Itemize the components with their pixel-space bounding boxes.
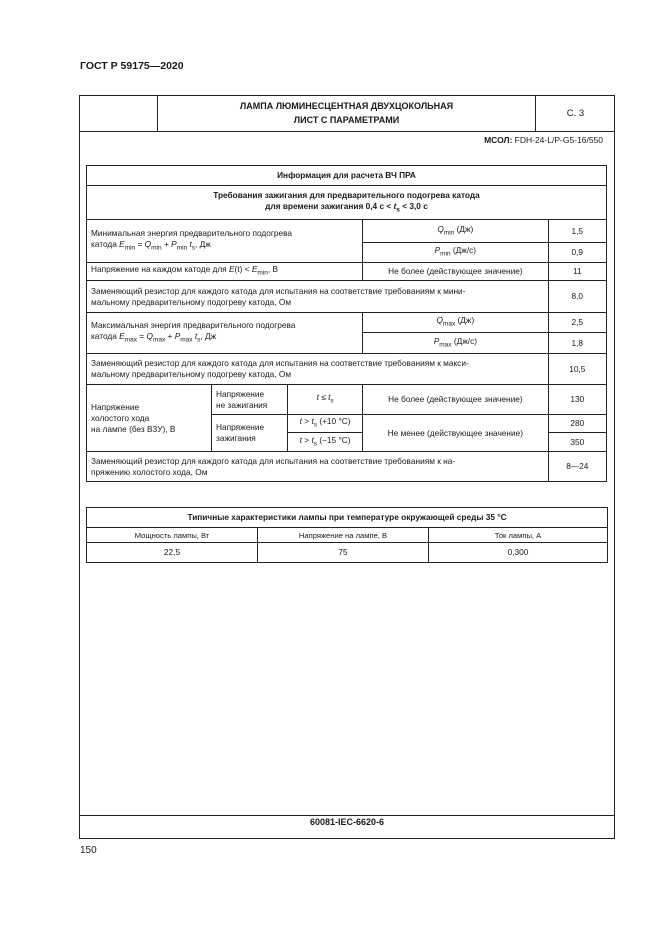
emin-unit: , Дж (195, 239, 211, 250)
emin-pre: катода (91, 239, 117, 250)
emin-t-sub: s (191, 244, 196, 252)
ign1-ts-sub: s (313, 421, 318, 429)
ignition-condition: Не менее (действующее значение) (363, 415, 548, 452)
mcol-value: FDH-24-L/P-G5-16/550 (514, 135, 603, 145)
emax-formula (91, 331, 358, 346)
mcol-label: МСОЛ: (484, 135, 513, 145)
qmin-unit: (Дж) (456, 223, 474, 234)
pmin-unit: (Дж/с) (452, 245, 477, 256)
ign2-ts-sub: s (313, 440, 318, 448)
sheet-number: С. 3 (566, 107, 585, 119)
subtitle-line1: Требования зажигания для предварительного подогрева катода (213, 189, 480, 200)
standard-number: ГОСТ Р 59175—2020 (80, 60, 184, 72)
emin-Q-sub: min (151, 244, 162, 252)
qmax-Q: Q (436, 315, 443, 326)
voltage-E: E (229, 264, 235, 275)
qmax-sub: max (442, 320, 456, 328)
header-title-line1: ЛАМПА ЛЮМИНЕСЦЕНТНАЯ ДВУХЦОКОЛЬНАЯ (239, 101, 454, 111)
rocv-text (87, 452, 549, 482)
ignition-time-2 (288, 433, 363, 452)
ign-line1: Напряжение (216, 422, 265, 432)
emin-plus: + (163, 239, 169, 250)
column-header: Ток лампы, А (429, 528, 608, 543)
mcol-designation (484, 135, 603, 145)
rmax-value: 10,5 (548, 354, 606, 385)
ignition-value-1: 280 (548, 415, 606, 433)
footer-code: 60081-IEC-6620-6 (309, 817, 385, 827)
ign2-op: > (304, 434, 310, 445)
emax-label-line1: Максимальная энергия предварительного подогрева (91, 320, 296, 331)
hf-ballast-table (86, 165, 607, 482)
emin-P: P (171, 239, 177, 250)
qmin-Q: Q (437, 223, 444, 234)
subtitle-pre: для времени зажигания 0,4 с < (265, 200, 392, 211)
ign-line2: зажигания (216, 433, 256, 443)
noign-t: t (316, 392, 319, 403)
voltage-pre: Напряжение на каждом катоде для (91, 264, 227, 275)
subtitle-var: t (393, 200, 397, 211)
hf-table-subtitle (87, 186, 607, 220)
column-header: Мощность лампы, Вт (87, 528, 258, 543)
footer-divider (79, 815, 615, 816)
cathode-voltage-condition: Не более (действующее значение) (363, 263, 548, 281)
subtitle-line2 (91, 201, 602, 216)
cathode-voltage-label (87, 263, 363, 281)
ocv-line1: Напряжение (91, 401, 140, 412)
subtitle-sub: s (396, 206, 400, 214)
rocv-value: 8—24 (548, 452, 606, 482)
ign2-t: t (299, 434, 302, 445)
emax-Q-sub: max (152, 336, 166, 344)
cathode-voltage-value: 11 (548, 263, 606, 281)
emax-unit: , Дж (200, 331, 217, 342)
table-cell: 75 (258, 543, 429, 563)
ocv-line2: холостого хода (91, 412, 150, 423)
rocv-line2: пряжению холостого хода, Ом (91, 466, 208, 477)
pmax-value: 1,8 (548, 333, 606, 354)
hf-table-title: Информация для расчета ВЧ ПРА (87, 166, 607, 186)
emin-label-line1: Минимальная энергия предварительного подогрева (91, 228, 293, 239)
noign-line1: Напряжение (216, 388, 265, 399)
emax-plus: + (167, 331, 173, 342)
pmax-unit: (Дж/с) (453, 335, 477, 346)
ign2-ts: t (311, 434, 314, 445)
header-title (158, 95, 536, 131)
rmin-line1: Заменяющий резистор для каждого катода для испытания на соответствие требованиям к мини- (91, 285, 466, 296)
emax-label (87, 313, 363, 354)
ocv-line3: на лампе (без ВЗУ), В (91, 423, 176, 434)
pmax-sub: max (439, 341, 452, 349)
typical-characteristics-table (86, 507, 608, 563)
emin-formula (91, 239, 358, 254)
header-title-line2: ЛИСТ С ПАРАМЕТРАМИ (293, 115, 400, 125)
emax-Q: Q (146, 331, 153, 342)
column-header: Напряжение на лампе, В (258, 528, 429, 543)
ign1-op: > (304, 416, 310, 427)
voltage-E2: E (251, 264, 258, 275)
pmax-label (363, 333, 548, 354)
emin-Q: Q (144, 239, 152, 250)
emax-E-sub: max (124, 336, 137, 344)
voltage-mid: (t) < (234, 264, 250, 275)
ignition-value-2: 350 (548, 433, 606, 452)
voltage-sub: min (257, 269, 268, 277)
rmin-line2: мальному предварительному подогреву катода, Ом (91, 296, 292, 307)
noign-line2: не зажигания (216, 399, 268, 410)
emax-t: t (194, 331, 198, 342)
pmin-sub: min (440, 250, 451, 258)
ocv-label (87, 385, 212, 452)
no-ignition-time (288, 385, 363, 415)
rmax-text (87, 354, 549, 385)
emin-t: t (189, 239, 192, 250)
emin-P-sub: min (176, 244, 188, 252)
ign1-ts: t (311, 416, 314, 427)
page-number: 150 (80, 845, 97, 856)
qmin-sub: min (443, 229, 455, 237)
ign1-t: t (299, 416, 302, 427)
emax-E: E (119, 331, 125, 342)
header-divider (79, 131, 615, 132)
qmax-value: 2,5 (548, 313, 606, 333)
emax-P: P (174, 331, 181, 342)
qmax-label (363, 313, 548, 333)
emin-eq: = (137, 239, 143, 250)
emax-eq: = (139, 331, 145, 342)
pmin-value: 0,9 (548, 243, 606, 263)
ignition-time-1 (288, 415, 363, 433)
noign-ts-sub: s (330, 397, 334, 405)
rmin-text (87, 281, 549, 313)
pmax-P: P (433, 335, 440, 346)
voltage-post: , В (267, 264, 279, 275)
emax-P-sub: max (180, 336, 193, 344)
header-left-cell (79, 95, 158, 131)
noign-op: ≤ (321, 392, 326, 403)
subtitle-post: < 3,0 с (402, 200, 428, 211)
ign2-temp: (−15 °C) (319, 434, 351, 445)
emax-pre: катода (91, 331, 117, 342)
no-ignition-label (212, 385, 288, 415)
rmax-line1: Заменяющий резистор для каждого катода для испытания на соответствие требованиям к макси- (91, 358, 469, 368)
emin-label (87, 220, 363, 263)
ign1-temp: (+10 °C) (319, 416, 351, 427)
qmax-unit: (Дж) (457, 315, 475, 326)
rmin-value: 8,0 (548, 281, 606, 313)
table-cell: 0,300 (429, 543, 608, 563)
emax-t-sub: s (197, 336, 201, 344)
rocv-line1: Заменяющий резистор для каждого катода для испытания на соответствие требованиям к на- (91, 455, 456, 466)
pmin-label (363, 243, 548, 263)
qmin-value: 1,5 (548, 220, 606, 243)
qmin-label (363, 220, 548, 243)
noign-ts: t (328, 392, 331, 403)
pmin-P: P (434, 245, 441, 256)
ignition-label (212, 415, 288, 452)
emin-E: E (119, 239, 125, 250)
typical-table-title: Типичные характеристики лампы при температуре окружающей среды 35 °С (87, 508, 608, 528)
no-ignition-value: 130 (548, 385, 606, 415)
rmax-line2: мальному предварительному подогреву катода, Ом (91, 369, 292, 379)
emin-E-sub: min (124, 244, 136, 252)
table-cell: 22,5 (87, 543, 258, 563)
no-ignition-condition: Не более (действующее значение) (363, 385, 548, 415)
